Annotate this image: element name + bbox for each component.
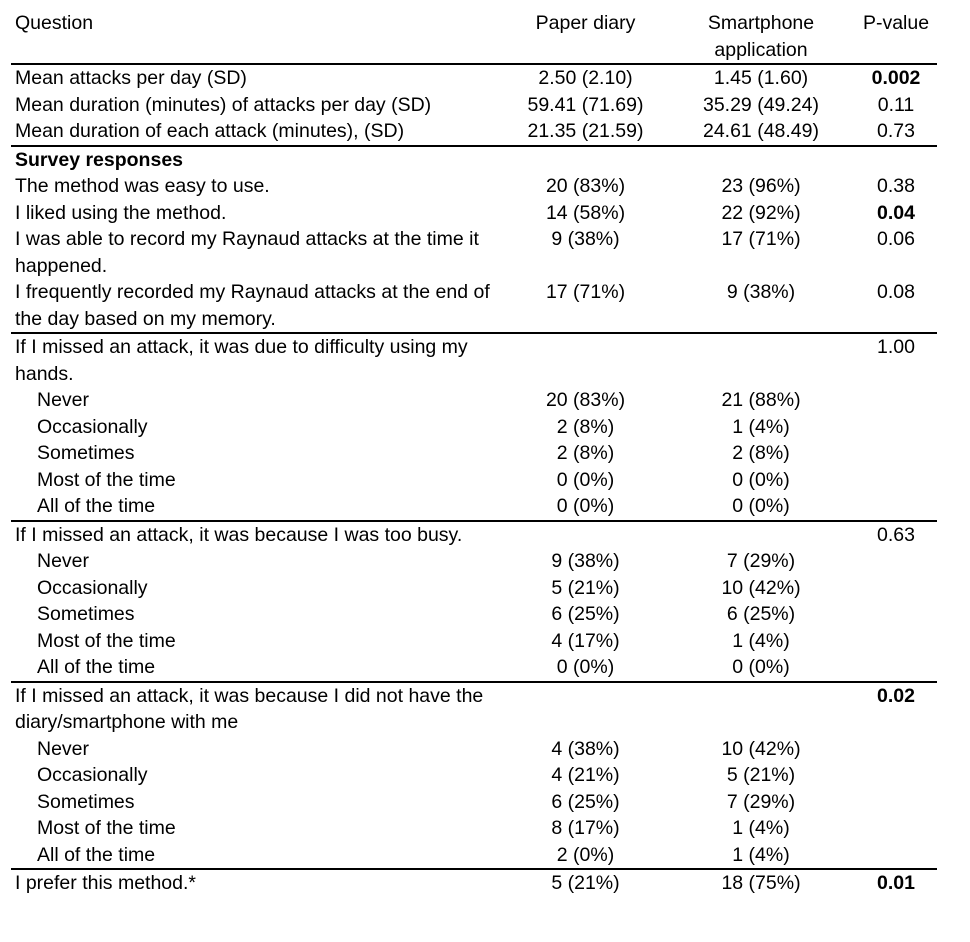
question-cell: All of the time [37,843,156,866]
paper-diary-cell: 8 (17%) [551,817,620,839]
header-question: Question [15,12,94,34]
paper-diary-cell: 6 (25%) [551,603,620,625]
paper-diary-cell: 4 (21%) [551,764,620,786]
question-cell: Sometimes [37,790,135,813]
smartphone-cell: 18 (75%) [667,869,855,897]
p-value-cell: 1.00 [855,333,937,387]
p-value-cell [855,736,937,763]
p-value-cell: 0.01 [855,869,937,897]
paper-diary-cell: 0 (0%) [556,468,615,491]
smartphone-cell: 10 (42%) [721,737,801,760]
table-row [11,387,937,414]
table-row [11,467,937,494]
paper-diary-cell: 9 (38%) [551,228,620,250]
table-row [11,440,937,467]
smartphone-cell: 9 (38%) [726,281,796,303]
question-cell: Sometimes [37,442,135,464]
p-value-cell: 0.02 [855,682,937,736]
question-cell: If I missed an attack, it was because I was too busy. [11,521,504,549]
paper-diary-cell [504,333,667,387]
p-value-cell [855,842,937,870]
table-row [11,333,937,387]
smartphone-cell: 22 (92%) [721,201,801,224]
p-value-cell [855,762,937,789]
smartphone-cell: 0 (0%) [732,495,790,517]
smartphone-cell: 23 (96%) [721,175,801,197]
question-cell: All of the time [37,495,156,517]
question-cell: Never [37,737,90,760]
table-row [11,682,937,736]
smartphone-cell: 2 (8%) [732,442,790,464]
smartphone-cell: 0 (0%) [732,656,790,678]
question-cell: Never [37,389,90,411]
smartphone-cell: 1 (4%) [732,415,790,438]
results-table [11,10,937,897]
paper-diary-cell: 59.41 (71.69) [527,93,644,116]
p-value-cell: 0.11 [877,93,915,116]
question-cell: The method was easy to use. [15,175,270,197]
smartphone-cell [667,682,855,736]
question-cell: Survey responses [11,146,504,174]
table-row [11,279,937,333]
smartphone-cell: 17 (71%) [721,228,801,250]
paper-diary-cell [504,146,667,174]
table-row [11,815,937,842]
paper-diary-cell: 9 (38%) [551,550,620,572]
p-value-cell [855,789,937,816]
table-body [11,64,937,897]
smartphone-cell [667,521,855,549]
p-value-cell: 0.38 [877,175,915,197]
table-row [11,869,937,897]
question-cell: Never [37,550,90,572]
paper-diary-cell: 21.35 (21.59) [527,120,644,142]
paper-diary-cell [504,682,667,736]
paper-diary-cell: 0 (0%) [556,656,615,678]
header-smartphone-application: Smartphone application [707,12,815,61]
table-row [11,173,937,200]
question-cell: I frequently recorded my Raynaud attacks at the end of the day based on my memory. [15,281,490,330]
p-value-cell [855,815,937,842]
table-row [11,575,937,602]
table-row [11,64,937,92]
table-row [11,548,937,575]
paper-diary-cell: 20 (83%) [545,175,626,197]
p-value-cell: 0.08 [877,281,915,303]
table-row [11,118,937,146]
question-cell: Most of the time [37,817,176,839]
question-cell: Mean duration (minutes) of attacks per day (SD) [15,93,432,116]
smartphone-cell: 5 (21%) [726,764,796,786]
smartphone-cell: 6 (25%) [726,603,796,625]
p-value-cell [855,654,937,682]
question-cell: Occasionally [37,764,148,786]
table-row [11,493,937,521]
p-value-cell [855,628,937,655]
p-value-cell [855,440,937,467]
question-cell: Mean attacks per day (SD) [11,64,504,92]
smartphone-cell: 1 (4%) [732,629,790,652]
table-row [11,762,937,789]
question-cell: I prefer this method.* [11,869,504,897]
question-cell: Sometimes [37,603,135,625]
table-row [11,654,937,682]
table-row [11,736,937,763]
question-cell: I was able to record my Raynaud attacks at the time it happened. [15,228,479,277]
p-value-cell [855,493,937,521]
paper-diary-cell: 20 (83%) [545,389,626,411]
smartphone-cell [667,146,855,174]
p-value-cell: 0.04 [877,201,915,224]
p-value-cell [855,146,937,174]
question-cell: All of the time [37,656,156,678]
smartphone-cell: 0 (0%) [732,468,790,491]
table-row [11,226,937,279]
smartphone-cell: 21 (88%) [721,389,801,411]
question-cell: I liked using the method. [15,201,227,224]
paper-diary-cell: 2 (8%) [556,442,615,464]
paper-diary-cell: 6 (25%) [551,790,620,813]
paper-diary-cell: 4 (38%) [551,737,620,760]
paper-diary-cell: 0 (0%) [556,495,615,517]
paper-diary-cell [504,521,667,549]
paper-diary-cell: 4 (17%) [551,629,620,652]
p-value-cell: 0.63 [855,521,937,549]
question-cell: Most of the time [37,629,176,652]
question-cell: Mean duration of each attack (minutes), (SD) [15,120,405,142]
p-value-cell: 0.73 [877,120,915,142]
section-header-row [11,146,937,174]
p-value-cell: 0.002 [855,64,937,92]
p-value-cell [855,414,937,441]
paper-diary-cell: 2 (8%) [556,415,615,438]
table-row [11,521,937,549]
question-cell: Occasionally [37,415,148,438]
smartphone-cell: 7 (29%) [726,790,796,813]
paper-diary-cell: 2.50 (2.10) [504,64,667,92]
paper-diary-cell: 5 (21%) [504,869,667,897]
header-paper-diary: Paper diary [535,12,636,34]
smartphone-cell: 7 (29%) [726,550,796,572]
p-value-cell [855,548,937,575]
table-row [11,92,937,119]
table-row [11,414,937,441]
table-row [11,200,937,227]
smartphone-cell: 1.45 (1.60) [667,64,855,92]
paper-diary-cell: 5 (21%) [551,576,620,599]
smartphone-cell: 1 (4%) [732,817,790,839]
question-cell: If I missed an attack, it was due to difficulty using my hands. [11,333,504,387]
p-value-cell [855,575,937,602]
table-row [11,628,937,655]
table-row [11,601,937,628]
paper-diary-cell: 2 (0%) [556,843,615,866]
smartphone-cell [667,333,855,387]
smartphone-cell: 35.29 (49.24) [702,93,819,116]
question-cell: Occasionally [37,576,148,599]
table-row [11,789,937,816]
question-cell: If I missed an attack, it was because I did not have the diary/smartphone with me [11,682,504,736]
question-cell: Most of the time [37,468,176,491]
p-value-cell [855,387,937,414]
smartphone-cell: 1 (4%) [732,843,790,866]
table-row [11,842,937,870]
smartphone-cell: 24.61 (48.49) [702,120,819,142]
smartphone-cell: 10 (42%) [721,576,801,599]
p-value-cell [855,467,937,494]
header-p-value: P-value [862,12,930,34]
p-value-cell [855,601,937,628]
header-row [11,10,937,64]
paper-diary-cell: 17 (71%) [545,281,626,303]
p-value-cell: 0.06 [877,228,915,250]
paper-diary-cell: 14 (58%) [545,201,626,224]
